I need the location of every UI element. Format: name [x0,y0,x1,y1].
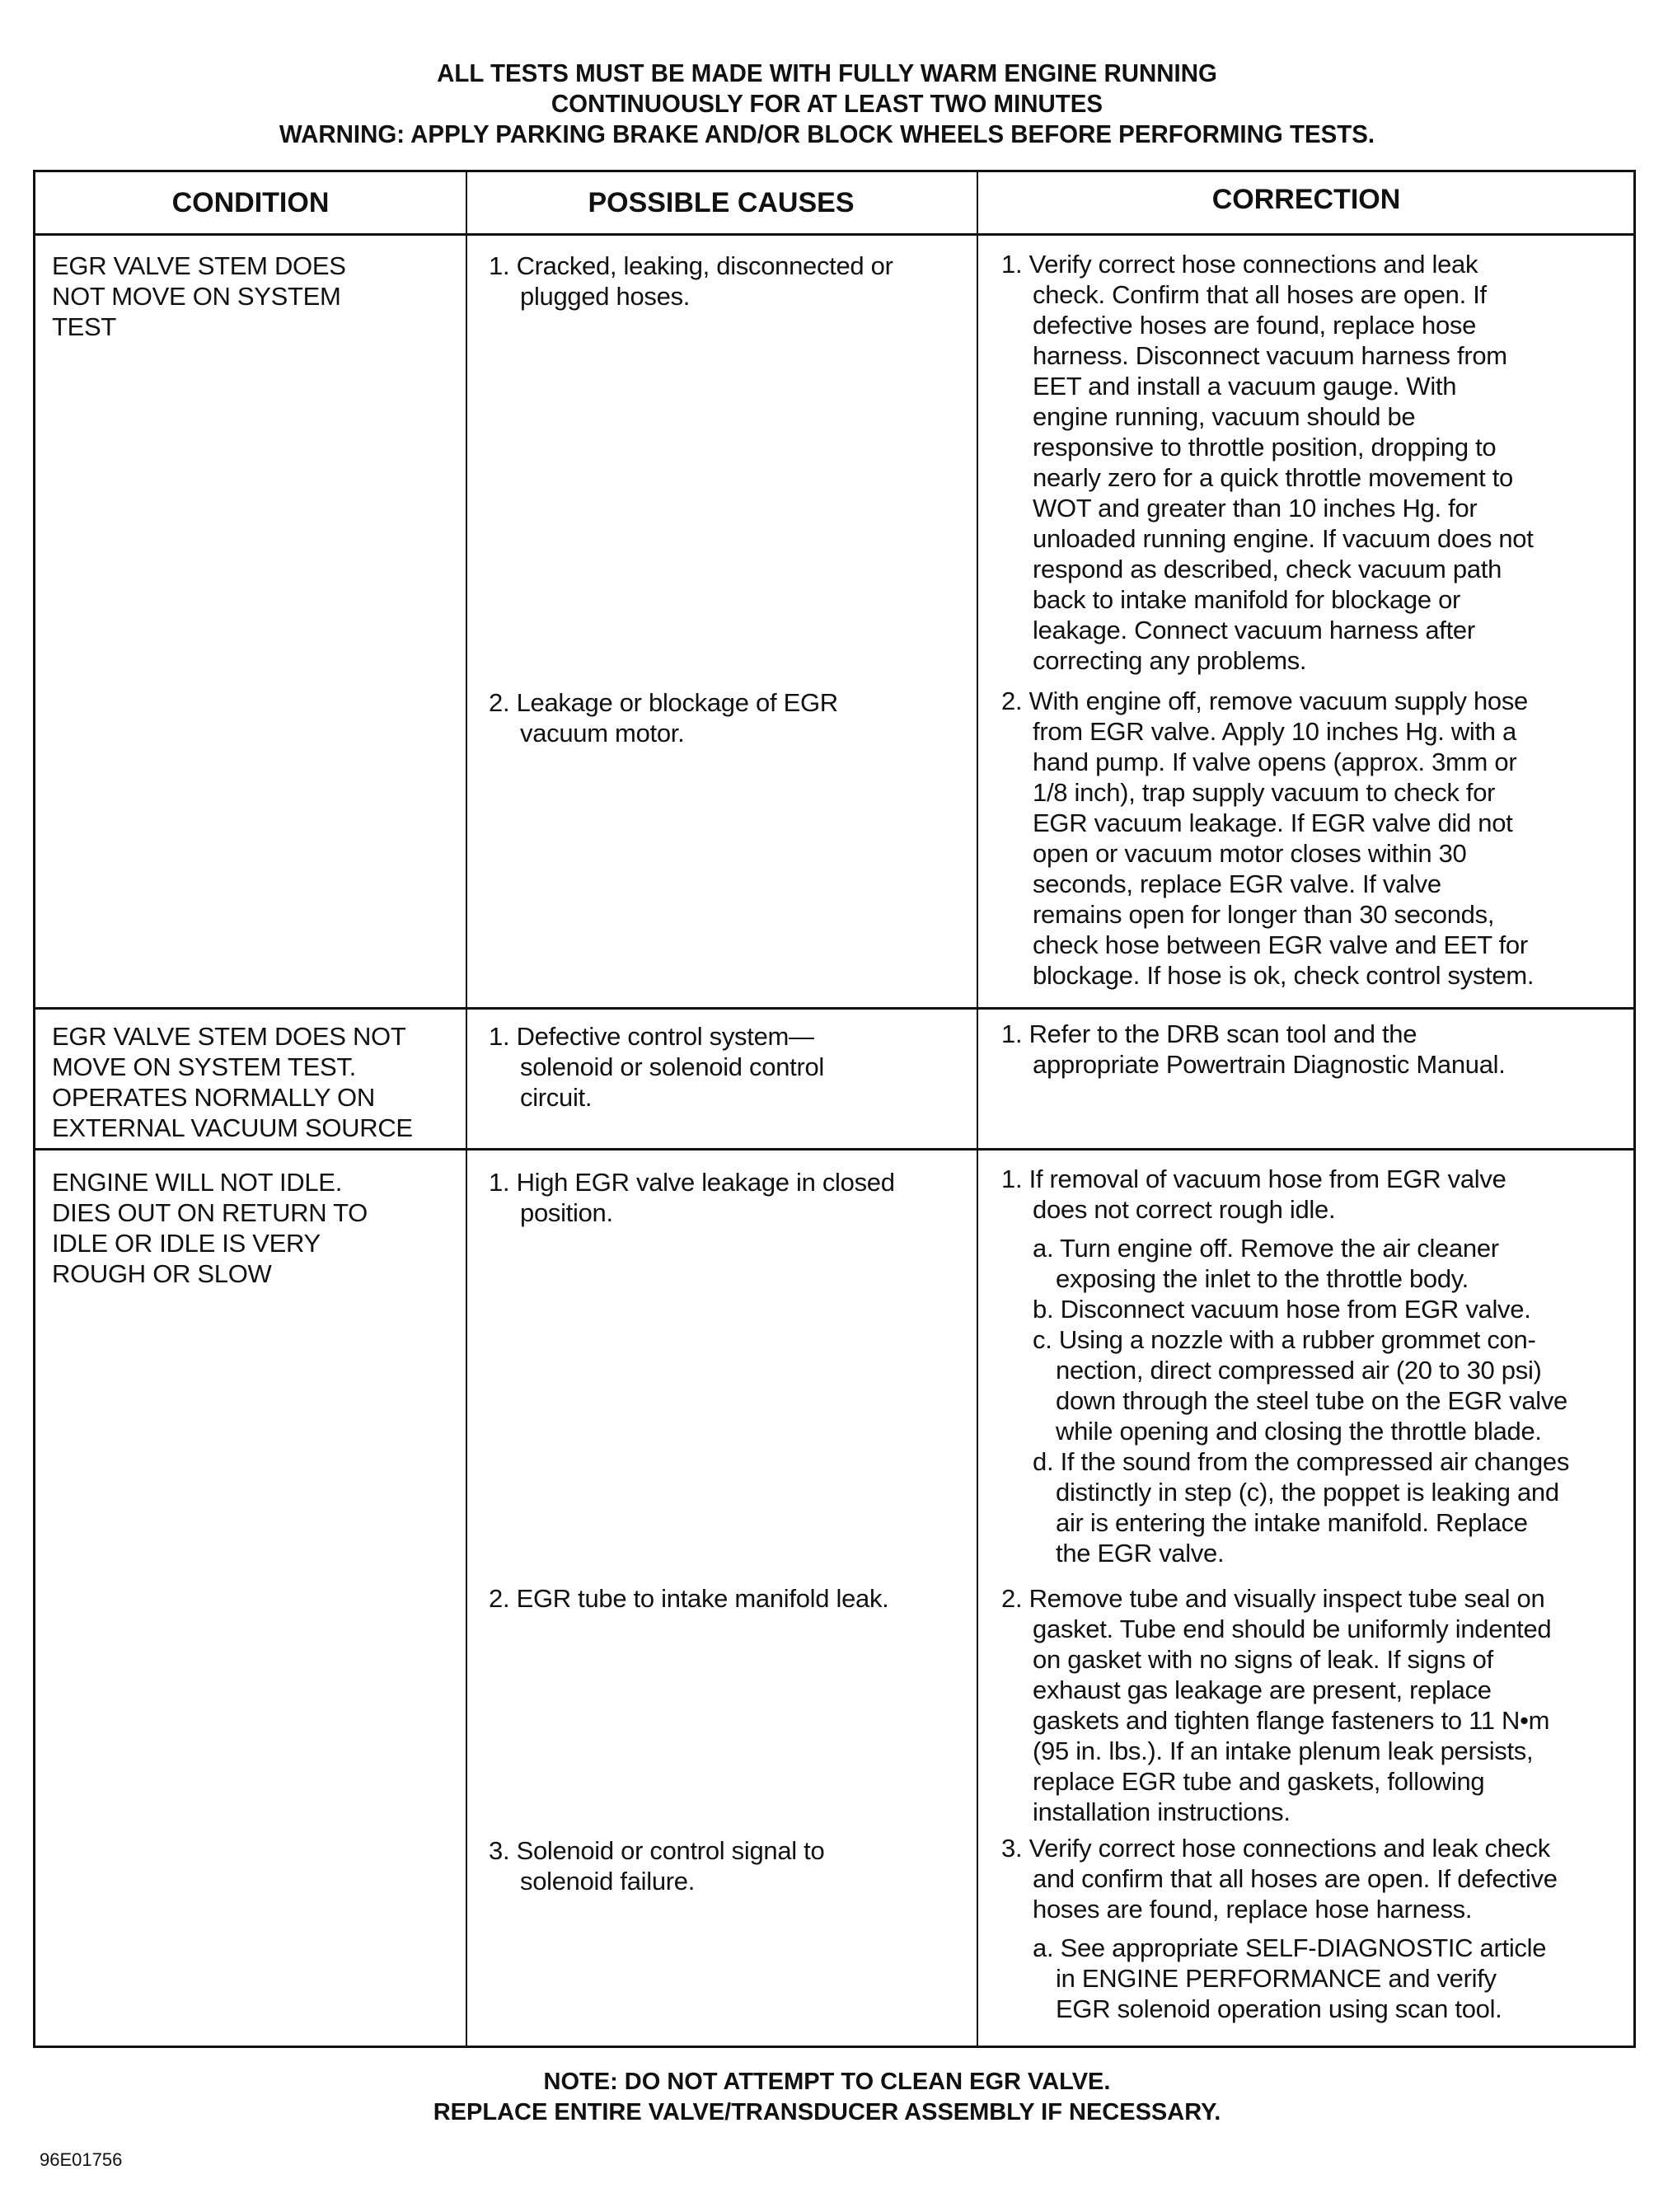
condition-cell: ENGINE WILL NOT IDLE. DIES OUT ON RETURN TO IDLE OR IDLE IS VERY ROUGH OR SLOW [52,1168,368,1288]
correction-item: 3. Verify correct hose connections and leak check and confirm that all hoses are open. If defective hoses are found, replace hose harness. [1001,1834,1558,1924]
warning-line: WARNING: APPLY PARKING BRAKE AND/OR BLOCK WHEELS BEFORE PERFORMING TESTS. [279,120,1375,148]
correction-subitem: a. See appropriate SELF-DIAGNOSTIC article in ENGINE PERFORMANCE and verify EGR solenoid operation using scan tool. [1033,1933,1547,2023]
header-line-2: CONTINUOUSLY FOR AT LEAST TWO MINUTES [551,89,1103,118]
diagnosis-table [33,170,1636,2048]
correction-item: 1. If removal of vacuum hose from EGR valve does not correct rough idle. [1001,1165,1506,1224]
header-divider [35,233,1633,236]
column-header-correction: CORRECTION [1211,184,1401,215]
correction-item: 2. Remove tube and visually inspect tube seal on gasket. Tube end should be uniformly indented on gasket with no signs of leak. If signs of exhaust gas leakage are present, replace gaskets and tighten flange fasteners to 11 N•m (95 in. lbs.). If an intake plenum leak persists, replace EGR tube and gaskets, following installation instructions. [1001,1584,1552,1826]
correction-subitem: b. Disconnect vacuum hose from EGR valve. [1033,1295,1531,1324]
condition-cell: EGR VALVE STEM DOES NOT MOVE ON SYSTEM TEST [52,251,346,341]
column-header-condition: CONDITION [171,187,330,218]
correction-item: 1. Refer to the DRB scan tool and the appropriate Powertrain Diagnostic Manual. [1001,1019,1506,1079]
cause-item: 1. Defective control system— solenoid or solenoid control circuit. [489,1022,825,1112]
correction-subitem: a. Turn engine off. Remove the air cleaner exposing the inlet to the throttle body. [1033,1234,1499,1293]
header-line-1: ALL TESTS MUST BE MADE WITH FULLY WARM ENGINE RUNNING [437,59,1217,87]
note-line-2: REPLACE ENTIRE VALVE/TRANSDUCER ASSEMBLY IF NECESSARY. [433,2099,1221,2125]
correction-subitem: d. If the sound from the compressed air changes distinctly in step (c), the poppet is leaking and air is entering the intake manifold. Replace the EGR valve. [1033,1447,1570,1568]
correction-item: 2. With engine off, remove vacuum supply hose from EGR valve. Apply 10 inches Hg. with a hand pump. If valve opens (approx. 3mm or 1/8 inch), trap supply vacuum to check for EGR vacuum leakage. If EGR valve did not open or vacuum motor closes within 30 seconds, replace EGR valve. If valve remains open for longer than 30 seconds, check hose between EGR valve and EET for blockage. If hose is ok, check control system. [1001,687,1535,990]
row-divider [35,1007,1633,1010]
cause-item: 1. Cracked, leaking, disconnected or plugged hoses. [489,251,893,311]
correction-group [1001,1833,1558,2024]
column-header-causes: POSSIBLE CAUSES [588,187,855,218]
correction-group [1001,1164,1569,1568]
row-divider [35,1148,1633,1151]
note-line-1: NOTE: DO NOT ATTEMPT TO CLEAN EGR VALVE. [543,2069,1111,2095]
correction-subitem: c. Using a nozzle with a rubber grommet con- nection, direct compressed air (20 to 30 psi) down through the steel tube on the EGR valve while opening and closing the throttle blade. [1033,1325,1567,1446]
correction-item: 1. Verify correct hose connections and leak check. Confirm that all hoses are open. If defective hoses are found, replace hose harness. Disconnect vacuum harness from EET and install a vacuum gauge. With engine running, vacuum should be responsive to throttle position, dropping to nearly zero for a quick throttle movement to WOT and greater than 10 inches Hg. for unloaded running engine. If vacuum does not respond as described, check vacuum path back to intake manifold for blockage or leakage. Connect vacuum harness after correcting any problems. [1001,250,1534,675]
cause-item: 2. EGR tube to intake manifold leak. [489,1584,889,1613]
cause-item: 2. Leakage or blockage of EGR vacuum motor. [489,688,838,747]
column-divider [466,172,467,2046]
column-divider [977,172,978,2046]
figure-code: 96E01756 [40,2149,123,2170]
cause-item: 1. High EGR valve leakage in closed position. [489,1168,895,1227]
condition-cell: EGR VALVE STEM DOES NOT MOVE ON SYSTEM TEST. OPERATES NORMALLY ON EXTERNAL VACUUM SOURCE [52,1022,413,1142]
cause-item: 3. Solenoid or control signal to solenoid failure. [489,1836,825,1896]
